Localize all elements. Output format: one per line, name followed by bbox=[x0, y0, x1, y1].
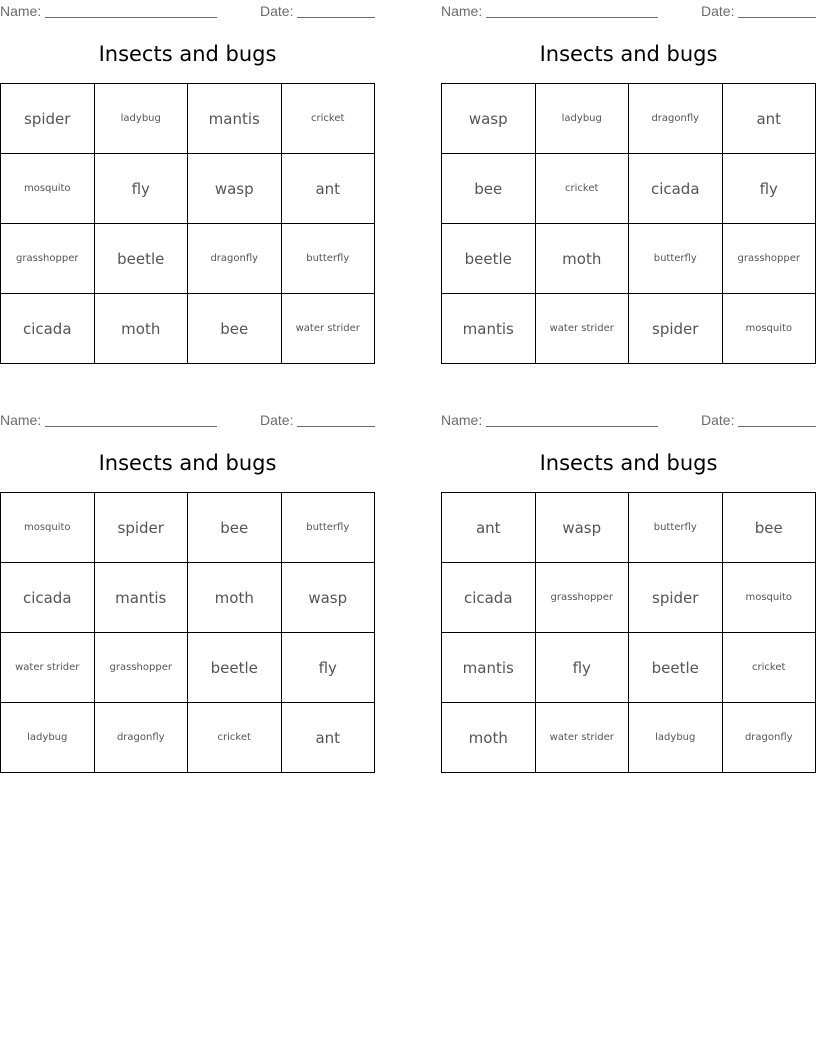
grid-cell: butterfly bbox=[629, 493, 723, 563]
grid-cell: cicada bbox=[442, 563, 536, 633]
grid-cell: grasshopper bbox=[722, 224, 816, 294]
grid-cell: water strider bbox=[1, 633, 95, 703]
date-label: Date: bbox=[701, 3, 735, 19]
name-blank-line[interactable] bbox=[486, 426, 658, 427]
grid-cell: mosquito bbox=[722, 563, 816, 633]
grid-cell: spider bbox=[629, 563, 723, 633]
grid-cell: mosquito bbox=[1, 154, 95, 224]
grid-cell: cicada bbox=[1, 563, 95, 633]
name-label: Name: bbox=[441, 412, 483, 428]
grid-cell: mosquito bbox=[1, 493, 95, 563]
grid-cell: ant bbox=[281, 154, 375, 224]
name-label: Name: bbox=[441, 3, 483, 19]
grid-cell: moth bbox=[94, 294, 188, 364]
name-blank-line[interactable] bbox=[45, 17, 217, 18]
grid-cell: beetle bbox=[629, 633, 723, 703]
grid-cell: cricket bbox=[722, 633, 816, 703]
grid-cell: cicada bbox=[629, 154, 723, 224]
grid-cell: butterfly bbox=[281, 224, 375, 294]
grid-cell: mantis bbox=[442, 633, 536, 703]
bingo-card-4 bbox=[441, 409, 816, 789]
grid-cell: wasp bbox=[442, 84, 536, 154]
bingo-grid bbox=[441, 83, 816, 364]
grid-cell: bee bbox=[188, 493, 282, 563]
bingo-card-1 bbox=[0, 0, 375, 380]
grid-cell: ladybug bbox=[629, 703, 723, 773]
date-label: Date: bbox=[701, 412, 735, 428]
grid-row bbox=[1, 633, 375, 703]
name-label: Name: bbox=[0, 412, 42, 428]
grid-cell: mosquito bbox=[722, 294, 816, 364]
grid-cell: grasshopper bbox=[535, 563, 629, 633]
grid-cell: wasp bbox=[281, 563, 375, 633]
grid-cell: cricket bbox=[188, 703, 282, 773]
card-header bbox=[0, 3, 375, 19]
card-title: Insects and bugs bbox=[539, 42, 718, 66]
grid-row bbox=[1, 154, 375, 224]
grid-row bbox=[1, 224, 375, 294]
grid-row bbox=[442, 224, 816, 294]
card-title: Insects and bugs bbox=[98, 451, 277, 475]
date-blank-line[interactable] bbox=[738, 17, 816, 18]
grid-cell: fly bbox=[94, 154, 188, 224]
grid-cell: ant bbox=[722, 84, 816, 154]
grid-row bbox=[442, 563, 816, 633]
grid-cell: beetle bbox=[94, 224, 188, 294]
grid-cell: spider bbox=[94, 493, 188, 563]
grid-cell: moth bbox=[535, 224, 629, 294]
grid-cell: grasshopper bbox=[1, 224, 95, 294]
grid-cell: dragonfly bbox=[629, 84, 723, 154]
grid-cell: fly bbox=[722, 154, 816, 224]
grid-cell: bee bbox=[722, 493, 816, 563]
grid-row bbox=[442, 633, 816, 703]
grid-cell: water strider bbox=[281, 294, 375, 364]
grid-row bbox=[442, 154, 816, 224]
grid-cell: cricket bbox=[535, 154, 629, 224]
grid-cell: dragonfly bbox=[188, 224, 282, 294]
grid-cell: water strider bbox=[535, 703, 629, 773]
card-header bbox=[441, 3, 816, 19]
grid-row bbox=[442, 493, 816, 563]
grid-cell: bee bbox=[442, 154, 536, 224]
name-blank-line[interactable] bbox=[486, 17, 658, 18]
grid-cell: bee bbox=[188, 294, 282, 364]
name-label: Name: bbox=[0, 3, 42, 19]
grid-cell: butterfly bbox=[629, 224, 723, 294]
grid-cell: fly bbox=[281, 633, 375, 703]
bingo-card-2 bbox=[441, 0, 816, 380]
grid-cell: fly bbox=[535, 633, 629, 703]
grid-cell: cicada bbox=[1, 294, 95, 364]
grid-cell: ant bbox=[281, 703, 375, 773]
grid-cell: moth bbox=[188, 563, 282, 633]
grid-row bbox=[442, 703, 816, 773]
grid-cell: wasp bbox=[535, 493, 629, 563]
card-title: Insects and bugs bbox=[98, 42, 277, 66]
grid-cell: mantis bbox=[188, 84, 282, 154]
card-header bbox=[0, 412, 375, 428]
bingo-grid bbox=[0, 492, 375, 773]
grid-cell: ant bbox=[442, 493, 536, 563]
date-blank-line[interactable] bbox=[297, 426, 375, 427]
grid-cell: beetle bbox=[442, 224, 536, 294]
grid-cell: mantis bbox=[442, 294, 536, 364]
grid-row bbox=[442, 294, 816, 364]
name-blank-line[interactable] bbox=[45, 426, 217, 427]
card-header bbox=[441, 412, 816, 428]
grid-cell: wasp bbox=[188, 154, 282, 224]
grid-cell: beetle bbox=[188, 633, 282, 703]
grid-row bbox=[1, 493, 375, 563]
grid-cell: water strider bbox=[535, 294, 629, 364]
grid-cell: grasshopper bbox=[94, 633, 188, 703]
grid-cell: cricket bbox=[281, 84, 375, 154]
grid-cell: dragonfly bbox=[722, 703, 816, 773]
grid-cell: dragonfly bbox=[94, 703, 188, 773]
date-label: Date: bbox=[260, 412, 294, 428]
bingo-grid bbox=[441, 492, 816, 773]
date-label: Date: bbox=[260, 3, 294, 19]
grid-cell: ladybug bbox=[1, 703, 95, 773]
bingo-card-3 bbox=[0, 409, 375, 789]
grid-row bbox=[1, 294, 375, 364]
grid-cell: moth bbox=[442, 703, 536, 773]
date-blank-line[interactable] bbox=[297, 17, 375, 18]
grid-row bbox=[442, 84, 816, 154]
grid-cell: spider bbox=[1, 84, 95, 154]
grid-row bbox=[1, 84, 375, 154]
grid-cell: butterfly bbox=[281, 493, 375, 563]
grid-cell: ladybug bbox=[535, 84, 629, 154]
bingo-grid bbox=[0, 83, 375, 364]
grid-row bbox=[1, 563, 375, 633]
grid-cell: mantis bbox=[94, 563, 188, 633]
grid-row bbox=[1, 703, 375, 773]
grid-cell: spider bbox=[629, 294, 723, 364]
card-title: Insects and bugs bbox=[539, 451, 718, 475]
grid-cell: ladybug bbox=[94, 84, 188, 154]
date-blank-line[interactable] bbox=[738, 426, 816, 427]
